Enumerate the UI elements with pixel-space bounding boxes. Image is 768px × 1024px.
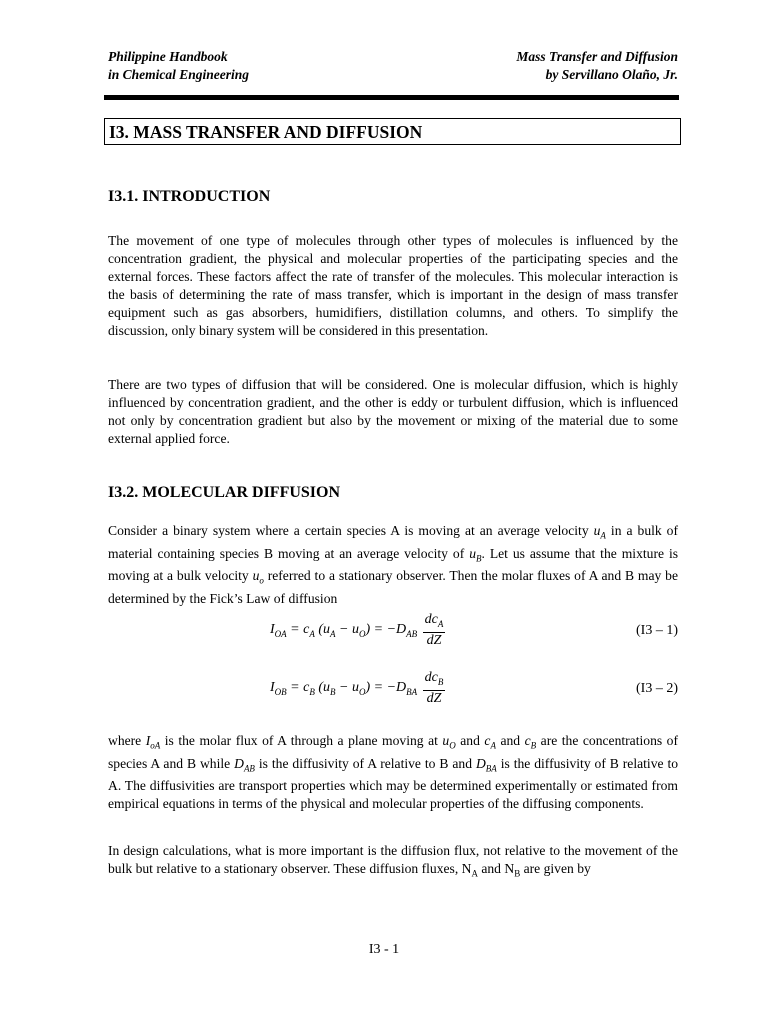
section-heading-introduction: I3.1. INTRODUCTION [108, 188, 271, 205]
equation-number-2: (I3 – 2) [636, 681, 678, 696]
header-right [516, 48, 678, 84]
intro-paragraph-1: The movement of one type of molecules through other types of molecules is influenced by the concentration gradient, the physical and molecular properties of the participating species and the external forces. These factors affect the rate of transfer of the molecules. This molecular interaction is the basis of determining the rate of mass transfer, which is important in the design of mass transfer equipment such as gas absorbers, humidifiers, distillation columns, and others. To simplify the discussion, only binary system will be considered in this presentation. [108, 233, 678, 338]
equation-number-1: (I3 – 1) [636, 623, 678, 638]
molecular-paragraph-3: In design calculations, what is more important is the diffusion flux, not relative to the movement of the bulk but relative to a stationary observer. These diffusion fluxes, $N_A$ and $N_B$ are given by [108, 843, 678, 879]
molecular-paragraph-1: Consider a binary system where a certain species A is moving at an average velocity $u_A$ in a bulk of material containing species B moving at an average velocity of $u_B$. Let us assume that the mixture is moving at a bulk velocity $u_o$ referred to a stationary observer. Then the molar fluxes of A and B may be determined by the Fick’s Law of diffusion [108, 523, 679, 607]
header-book-subtitle: in Chemical Engineering [108, 67, 250, 82]
header-rule [104, 95, 679, 100]
equation-i3-1: $I_{OA} = c_A$ $(u_A - u_O) = -D_{AB}$ $\frac{dc_A}{dZ}$ [270, 612, 444, 648]
page-number: I3 - 1 [368, 942, 400, 957]
header-chapter-title: Mass Transfer and Diffusion [516, 49, 678, 64]
header-left [108, 48, 249, 84]
intro-paragraph-2: There are two types of diffusion that will be considered. One is molecular diffusion, which is highly influenced by concentration gradient, and the other is eddy or turbulent diffusion, which is influenced not only by concentration gradient but also by the movement or mixing of the material due to some external applied force. [108, 377, 678, 446]
molecular-paragraph-2: where $I_{oA}$ is the molar flux of A through a plane moving at $u_O$ and $c_A$ and $c_B$ are the concentrations of species A and B while $D_{AB}$ is the diffusivity of A relative to B and $D_{BA}$ is the diffusivity of B relative to A. The diffusivities are transport properties which may be determined experimentally or estimated from empirical equations in terms of the physical and molecular properties of the diffusing components. [108, 733, 679, 812]
section-heading-molecular-diffusion: I3.2. MOLECULAR DIFFUSION [108, 484, 341, 501]
chapter-title: I3. MASS TRANSFER AND DIFFUSION [104, 118, 681, 145]
equation-i3-2: $I_{OB} = c_B$ $(u_B - u_O) = -D_{BA}$ $\frac{dc_B}{dZ}$ [270, 670, 444, 706]
header-author: by Servillano Olaño, Jr. [545, 67, 678, 82]
header-book-title: Philippine Handbook [108, 49, 228, 64]
